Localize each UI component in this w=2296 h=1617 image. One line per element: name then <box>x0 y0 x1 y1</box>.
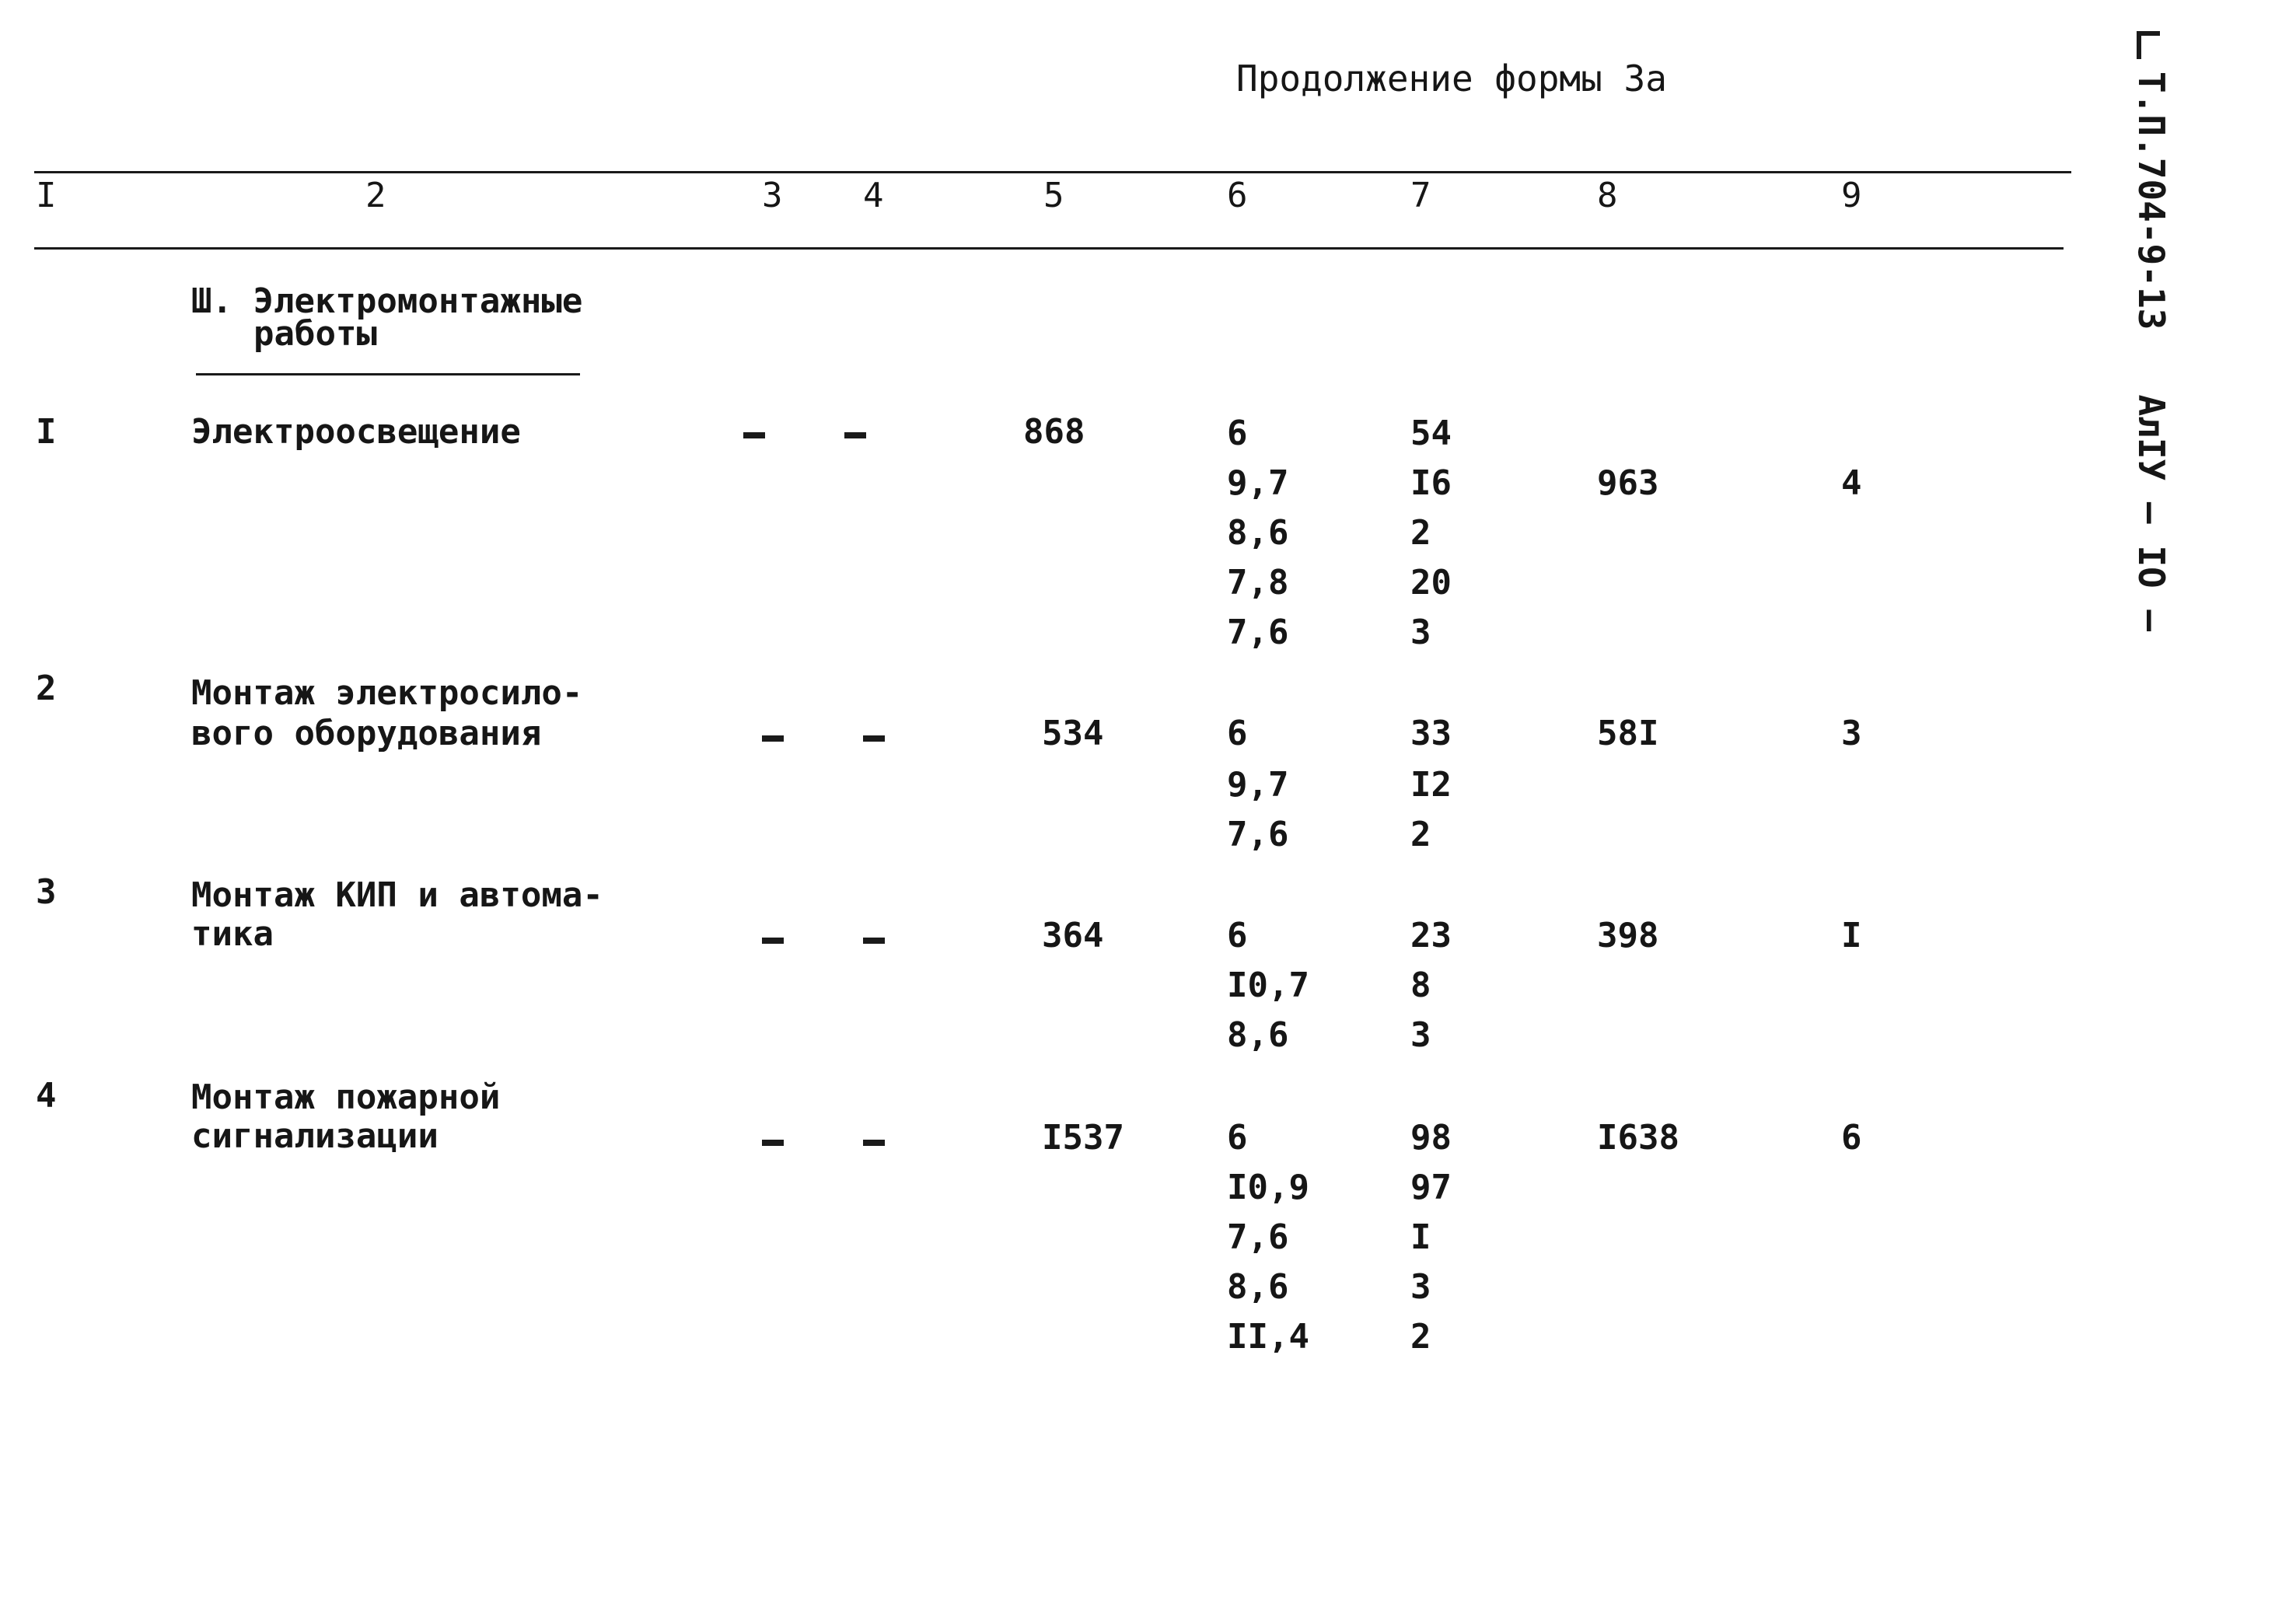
col3-dash <box>743 432 765 438</box>
col4-dash <box>844 432 866 438</box>
col6-value: I0,9 <box>1227 1168 1309 1207</box>
side-album: АлIУ <box>2130 394 2172 481</box>
side-code: Т.П.704-9-13 <box>2130 72 2172 330</box>
col7-value: 3 <box>1410 1015 1431 1055</box>
col7-value: 98 <box>1410 1118 1452 1158</box>
col4-dash <box>863 1140 885 1146</box>
col4-dash <box>863 938 885 944</box>
row-name: сигнализации <box>191 1116 439 1156</box>
col6-value: 6 <box>1227 414 1248 453</box>
col7-value: 3 <box>1410 613 1431 652</box>
col-header-3: 3 <box>762 176 783 215</box>
form-caption: Продолжение формы За <box>1236 58 1667 100</box>
corner-mark <box>2137 31 2160 59</box>
row-number: I <box>36 412 57 452</box>
side-document-code <box>2099 31 2193 731</box>
col8-value: I638 <box>1597 1118 1679 1158</box>
col4-dash <box>863 735 885 742</box>
row-number: 3 <box>36 872 57 912</box>
row-name: вого оборудования <box>191 714 542 753</box>
col8-value: 963 <box>1597 463 1659 503</box>
row-name: Монтаж пожарной <box>191 1077 501 1117</box>
col3-dash <box>762 938 784 944</box>
col-header-9: 9 <box>1841 176 1862 215</box>
col9-value: 6 <box>1841 1118 1862 1158</box>
col6-value: 6 <box>1227 916 1248 955</box>
col9-value: I <box>1841 916 1862 955</box>
col6-value: 8,6 <box>1227 1267 1289 1307</box>
col-header-7: 7 <box>1410 176 1431 215</box>
col7-value: 2 <box>1410 815 1431 854</box>
col5-value: I537 <box>1042 1118 1124 1158</box>
row-number: 4 <box>36 1076 57 1116</box>
col7-value: 97 <box>1410 1168 1452 1207</box>
col3-dash <box>762 735 784 742</box>
col7-value: 3 <box>1410 1267 1431 1307</box>
col7-value: 2 <box>1410 513 1431 553</box>
col7-value: 2 <box>1410 1317 1431 1357</box>
col5-value: 868 <box>1023 412 1085 452</box>
col3-dash <box>762 1140 784 1146</box>
col6-value: 7,6 <box>1227 1217 1289 1257</box>
col6-value: I0,7 <box>1227 966 1309 1005</box>
col-header-5: 5 <box>1043 176 1064 215</box>
col7-value: 20 <box>1410 563 1452 602</box>
header-bottom-rule <box>34 247 2064 250</box>
col7-value: 54 <box>1410 414 1452 453</box>
header-top-rule <box>34 171 2071 173</box>
col6-value: 7,6 <box>1227 613 1289 652</box>
col6-value: 8,6 <box>1227 1015 1289 1055</box>
col7-value: I6 <box>1410 463 1452 503</box>
col9-value: 3 <box>1841 714 1862 753</box>
section-title-line2: работы <box>253 314 377 354</box>
row-name: тика <box>191 914 274 954</box>
col6-value: 6 <box>1227 714 1248 753</box>
row-name: Монтаж КИП и автома- <box>191 875 603 915</box>
col7-value: 23 <box>1410 916 1452 955</box>
col7-value: I2 <box>1410 765 1452 805</box>
col-header-6: 6 <box>1227 176 1248 215</box>
col9-value: 4 <box>1841 463 1862 503</box>
col-header-1: I <box>36 176 57 215</box>
side-page: IO <box>2130 545 2172 588</box>
col6-value: 8,6 <box>1227 513 1289 553</box>
section-underline <box>196 373 580 375</box>
col6-value: 7,8 <box>1227 563 1289 602</box>
col5-value: 364 <box>1042 916 1104 955</box>
col6-value: II,4 <box>1227 1317 1309 1357</box>
col8-value: 398 <box>1597 916 1659 955</box>
col-header-8: 8 <box>1597 176 1618 215</box>
col7-value: 8 <box>1410 966 1431 1005</box>
row-name: Электроосвещение <box>191 412 521 452</box>
col8-value: 58I <box>1597 714 1659 753</box>
col6-value: 6 <box>1227 1118 1248 1158</box>
row-name: Монтаж электросило- <box>191 673 583 713</box>
col6-value: 9,7 <box>1227 463 1289 503</box>
col6-value: 9,7 <box>1227 765 1289 805</box>
col-header-2: 2 <box>365 176 386 215</box>
section-title-line1: Ш. Электромонтажные <box>191 281 583 321</box>
col6-value: 7,6 <box>1227 815 1289 854</box>
col5-value: 534 <box>1042 714 1104 753</box>
side-code-text: Т.П.704-9-13 АлIУ – IO – <box>2130 72 2172 632</box>
row-number: 2 <box>36 669 57 708</box>
col7-value: 33 <box>1410 714 1452 753</box>
col-header-4: 4 <box>863 176 884 215</box>
col7-value: I <box>1410 1217 1431 1257</box>
